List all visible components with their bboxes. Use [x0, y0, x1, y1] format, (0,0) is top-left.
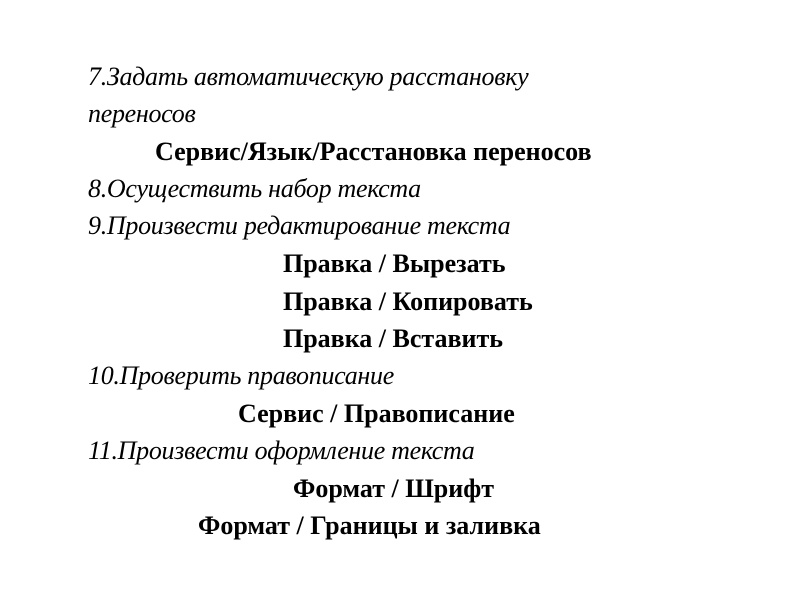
- step-7-line-2: переносов: [88, 99, 196, 128]
- command-borders: Формат / Границы и заливка: [198, 511, 541, 540]
- step-9: 9.Произвести редактирование текста: [88, 211, 511, 240]
- step-10: 10.Проверить правописание: [88, 361, 394, 390]
- command-hyphenation: Сервис/Язык/Расстановка переносов: [155, 137, 592, 166]
- step-8: 8.Осуществить набор текста: [88, 174, 421, 203]
- step-11: 11.Произвести оформление текста: [88, 436, 475, 465]
- command-spelling: Сервис / Правописание: [238, 399, 515, 428]
- command-font: Формат / Шрифт: [293, 474, 495, 503]
- command-paste: Правка / Вставить: [283, 324, 504, 353]
- command-copy: Правка / Копировать: [283, 287, 533, 316]
- step-7-line-1: 7.Задать автоматическую расстановку: [88, 62, 529, 91]
- command-cut: Правка / Вырезать: [283, 249, 506, 278]
